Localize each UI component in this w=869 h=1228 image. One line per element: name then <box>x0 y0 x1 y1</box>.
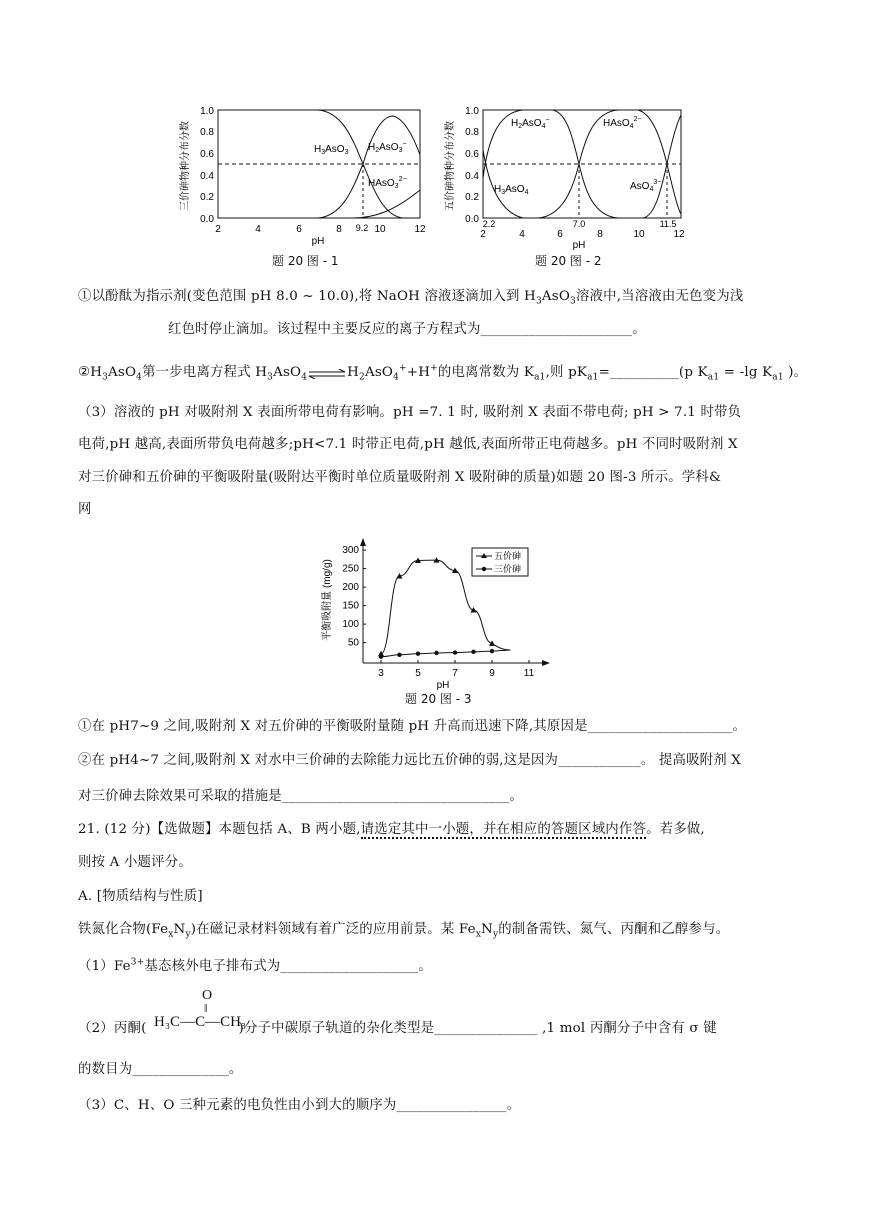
fig3-point-circle <box>471 650 475 654</box>
fig3-point-circle <box>379 654 383 658</box>
fig3-legend-label: 三价砷 <box>494 564 522 574</box>
fig3-x-axis-arrow <box>542 660 550 666</box>
fig1-xtick: 6 <box>296 224 302 235</box>
fig3-ytick: 250 <box>342 563 359 575</box>
fe-intro: 铁氮化合物$(Fe_xN_y)$在磁记录材料领域有着广泛的应用前景。某 $Fe_xN_y$的制备需铁、氮气、丙酮和乙醇参与。 <box>78 922 730 940</box>
fig3-point-circle <box>416 652 420 656</box>
fig3-point-circle <box>434 651 438 655</box>
sub-q2-line2: 的数目为______________。 <box>78 1062 243 1077</box>
sub-q2-line1: （2）丙酮( )分子中碳原子轨道的杂化类型是_______________ ,1 mol 丙酮分子中含有 σ 键 <box>78 1021 717 1036</box>
p3-line1: （3）溶液的 pH 对吸附剂 X 表面所带电荷有影响。pH =7. 1 时, 吸附剂 X 表面不带电荷; pH > 7.1 时带负 <box>78 405 742 420</box>
fig3-xtick: 11 <box>523 668 535 679</box>
fig1-mark-label: 9.2 <box>355 223 369 233</box>
fig1-caption: 题 20 图 - 1 <box>272 254 339 268</box>
fig1-label-h2aso3: $H_2AsO_3^-$ <box>368 141 407 154</box>
fig3-ytick: 200 <box>342 582 359 594</box>
equilibrium-arrow-icon <box>307 368 347 378</box>
fig3-legend-label: 五价砷 <box>494 551 522 561</box>
fig3-point-circle <box>397 653 401 657</box>
fig1-xtick: 4 <box>255 224 261 235</box>
q21-line1: 21. (12 分)【选做题】本题包括 A、B 两小题,请选定其中一小题，并在相应的答题区域内作答。若多做, <box>78 822 705 837</box>
fig3-xtick: 7 <box>452 668 458 679</box>
fig3-point-circle <box>453 650 457 654</box>
sub-q3: （3）C、H、O 三种元素的电负性由小到大的顺序为________________。 <box>78 1098 521 1113</box>
fig2-xtick: 2 <box>480 229 486 240</box>
q3-line3: 对三价砷去除效果可采取的措施是_________________________________。 <box>78 789 523 804</box>
acetone-double-bond: ‖ <box>204 1001 208 1015</box>
fig3-y-axis-arrow <box>360 538 366 546</box>
fig2-xlabel: pH <box>572 240 586 251</box>
section-a-title: A. [物质结构与性质] <box>78 889 203 904</box>
p3-line4: 网 <box>78 502 92 517</box>
fig1-xtick: 10 <box>374 224 386 235</box>
fig1-ytick: 0.2 <box>200 192 214 203</box>
fig1-curve-h2aso3 <box>318 116 420 218</box>
fig3-ytick: 300 <box>342 545 359 557</box>
fig3-caption: 题 20 图 - 3 <box>405 692 472 706</box>
fig2-label-h2aso4: $H_2AsO_4^-$ <box>511 117 550 130</box>
fig3-point-circle <box>490 649 494 653</box>
fig3-ytick: 150 <box>342 600 359 612</box>
fig2-xtick: 8 <box>597 229 603 240</box>
fig2-mark-label: 11.5 <box>659 219 677 229</box>
fig2-ytick: 0.8 <box>465 127 479 138</box>
p3-line2: 电荷,pH 越高,表面所带负电荷越多;pH<7.1 时带正电荷,pH 越低,表面所带正电荷越多。pH 不同时吸附剂 X <box>78 437 738 452</box>
fig3-ytick: 50 <box>347 637 359 649</box>
fig2-curve-aso4 <box>643 115 681 218</box>
fig2-ytick: 0.6 <box>465 149 479 160</box>
sub-q1: $(1)Fe^{3+}$基态核外电子排布式为____________________。 <box>78 957 432 974</box>
fig1-xlabel: pH <box>311 236 325 247</box>
fig2-xtick: 6 <box>557 229 563 240</box>
fig1-xtick: 2 <box>215 224 221 235</box>
fig2-ytick: 0.0 <box>465 214 479 225</box>
figure-20-3 <box>318 538 558 700</box>
fig2-xtick: 10 <box>633 229 645 240</box>
fig2-mark-label: 7.0 <box>572 219 586 229</box>
fig1-ytick: 0.0 <box>200 214 214 225</box>
acetone-chain: H₃C—C—CH₃ <box>154 1014 247 1030</box>
fig1-label-h3aso3: $H_3AsO_3$ <box>314 144 349 156</box>
acetone-oxygen: O <box>202 988 213 1003</box>
q3-line1: ①在 pH7~9 之间,吸附剂 X 对五价砷的平衡吸附量随 pH 升高而迅速下降,其原因是_____________________。 <box>78 719 747 734</box>
fig3-xtick: 9 <box>489 668 495 679</box>
fig2-caption: 题 20 图 - 2 <box>535 254 602 268</box>
fig2-label-h3aso4: $H_3AsO_4$ <box>494 184 529 196</box>
fig3-xtick: 5 <box>415 668 421 679</box>
fig1-xtick: 8 <box>336 224 342 235</box>
fig2-mark-label: 2.2 <box>482 219 496 229</box>
figure-20-1 <box>178 100 428 270</box>
fig2-label-aso4: AsO$_4^{3-}$ <box>630 179 662 193</box>
fig1-ytick: 0.8 <box>200 127 214 138</box>
fig3-ylabel: 平衡吸附量 (mg/g) <box>322 559 333 641</box>
fig3-legend-circle <box>482 567 486 571</box>
q2-line: $②H_3AsO_4$第一步电离方程式 $H_3AsO_4$ $H_2AsO_4^++H^+$的电离常数为 $K_{a1}$,则 $pK_{a1}=\_\_\_\_\_\_\_\_\_\_(p$ $K_{a1} = -\lg$ $K_{a1}$ )。 <box>78 363 808 383</box>
fig1-label-haso3: HAsO$_3^{2-}$ <box>368 176 407 190</box>
q1-line1: ①以酚酞为指示剂(变色范围 pH 8.0 ~ 10.0),将 NaOH 溶液逐滴加入到 $H_3AsO_3$溶液中,当溶液由无色变为浅 <box>78 289 744 307</box>
fig1-ylabel: 三价砷物种分布分数 <box>180 121 191 211</box>
q3-line2: ②在 pH4~7 之间,吸附剂 X 对水中三价砷的去除能力远比五价砷的弱,这是因为____________。 提高吸附剂 X <box>78 753 742 768</box>
fig3-xlabel: pH <box>436 680 450 691</box>
fig2-ytick: 1.0 <box>465 106 479 117</box>
p3-line3: 对三价砷和五价砷的平衡吸附量(吸附达平衡时单位质量吸附剂 X 吸附砷的质量)如题 20 图-3 所示。学科& <box>78 470 722 485</box>
fig2-ylabel: 五价砷物种分布分数 <box>445 121 456 211</box>
fig3-ytick: 100 <box>342 619 359 631</box>
fig1-ytick: 1.0 <box>200 106 214 117</box>
q1-line2: 红色时停止滴加。该过程中主要反应的离子方程式为______________________。 <box>168 322 646 337</box>
fig1-ytick: 0.6 <box>200 149 214 160</box>
fig2-xtick: 4 <box>519 229 525 240</box>
q21-line2: 则按 A 小题评分。 <box>78 855 192 870</box>
fig2-label-haso4: HAsO$_4^{2-}$ <box>603 116 642 130</box>
fig2-ytick: 0.2 <box>465 192 479 203</box>
fig1-xtick: 12 <box>414 224 426 235</box>
fig2-xtick: 12 <box>673 229 685 240</box>
fig2-ytick: 0.4 <box>465 171 479 182</box>
figure-20-2 <box>443 100 693 270</box>
fig1-ytick: 0.4 <box>200 171 214 182</box>
fig3-xtick: 3 <box>378 668 384 679</box>
